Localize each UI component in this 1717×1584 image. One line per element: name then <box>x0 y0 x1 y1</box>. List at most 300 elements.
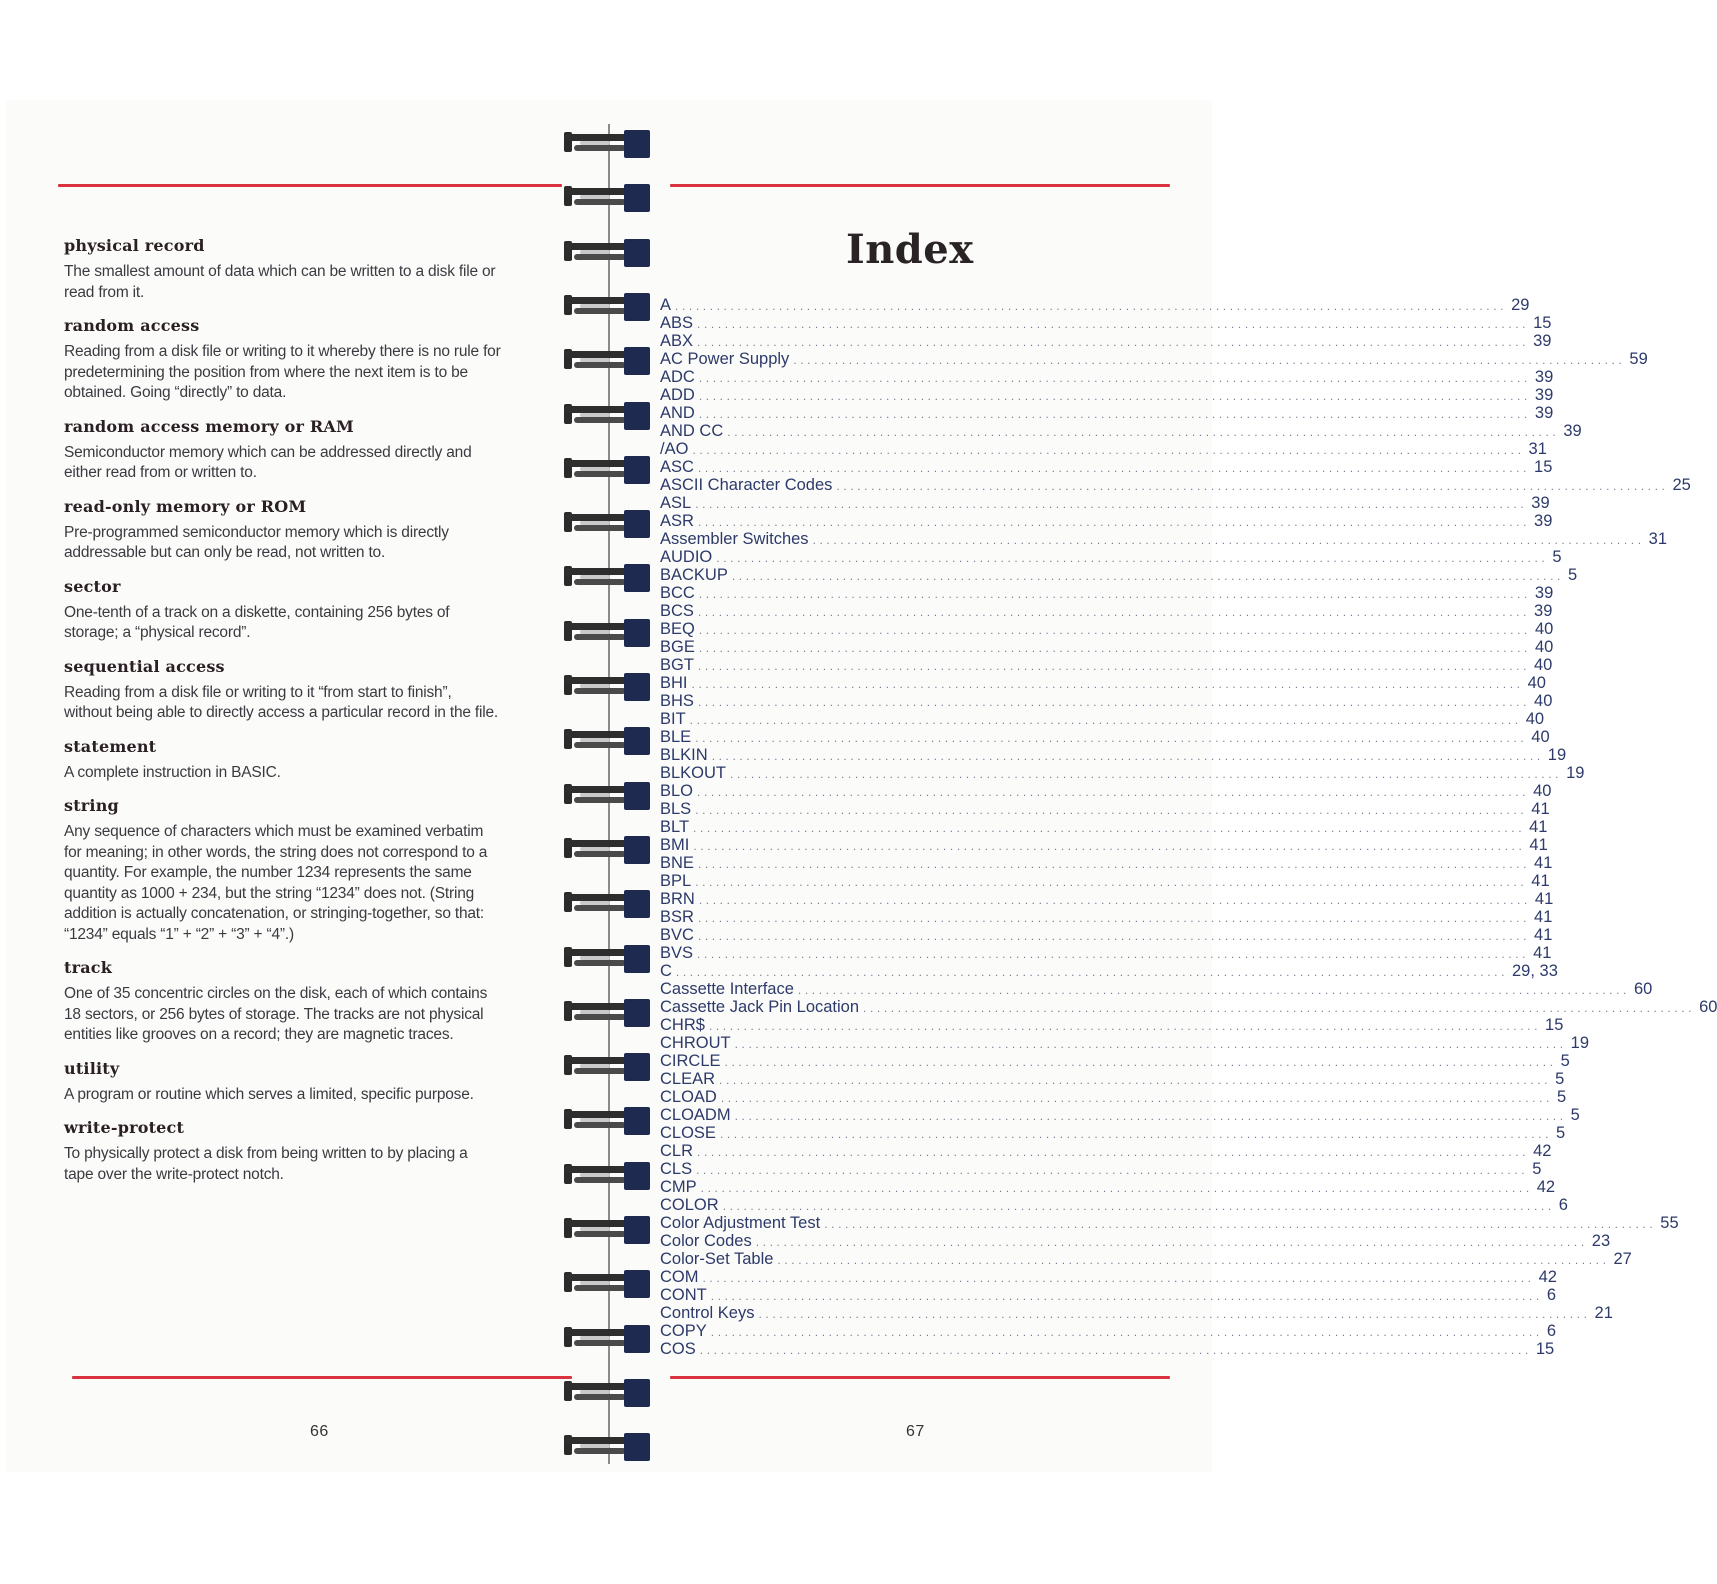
binding-ring <box>564 291 650 321</box>
index-term: BLO <box>660 782 694 800</box>
index-page-numbers: 42 <box>1538 1268 1557 1286</box>
index-term: COM <box>660 1268 699 1286</box>
index-entry <box>660 782 1552 800</box>
index-entry <box>660 314 1552 332</box>
index-term: Color Codes <box>660 1232 752 1250</box>
index-leader-dots: ........................................................................................................................ <box>697 911 1531 925</box>
index-leader-dots: ........................................................................................................................ <box>719 1073 1552 1087</box>
index-page-numbers: 15 <box>1534 458 1553 476</box>
index-page-numbers: 40 <box>1534 620 1554 638</box>
index-list <box>660 296 1717 1358</box>
index-page-numbers: 41 <box>1531 872 1550 890</box>
index-term: ASR <box>660 512 694 530</box>
index-term: CLOSE <box>660 1124 716 1142</box>
index-leader-dots: ........................................................................................................................ <box>710 1289 1543 1303</box>
index-page-numbers: 39 <box>1534 404 1554 422</box>
index-entry <box>660 620 1554 638</box>
index-term: ASC <box>660 458 694 476</box>
binding-ring <box>564 997 650 1027</box>
index-entry <box>660 1304 1613 1322</box>
glossary-definition: Reading from a disk file or writing to it “from start to finish”, without being able to directly access a particular record in the file. <box>64 683 499 721</box>
binding-ring <box>564 671 650 701</box>
index-term: Color-Set Table <box>660 1250 774 1268</box>
binding-ring <box>564 182 650 212</box>
index-page-numbers: 39 <box>1533 332 1552 350</box>
index-term: AND <box>660 404 695 422</box>
index-page-numbers: 40 <box>1534 656 1553 674</box>
index-term: AUDIO <box>660 548 713 566</box>
binding-ring <box>564 780 650 810</box>
index-term: CHR$ <box>660 1016 705 1034</box>
index-page-numbers: 39 <box>1534 602 1553 620</box>
glossary-definition: The smallest amount of data which can be written to a disk file or read from it. <box>64 263 496 301</box>
glossary-term: sector <box>64 576 121 596</box>
glossary-definition: A program or routine which serves a limited, specific purpose. <box>64 1085 474 1103</box>
index-leader-dots: ........................................................................................................................ <box>697 947 1530 961</box>
index-term: ABX <box>660 332 694 350</box>
index-page-numbers: 60 <box>1633 980 1653 998</box>
left-page-number: 66 <box>310 1423 329 1440</box>
index-leader-dots: ........................................................................................................................ <box>797 983 1630 997</box>
index-leader-dots: ........................................................................................................................ <box>863 1001 1696 1015</box>
binding-ring <box>564 400 650 430</box>
index-entry <box>660 746 1567 764</box>
index-term: BVC <box>660 926 694 944</box>
index-leader-dots: ........................................................................................................................ <box>724 1055 1557 1069</box>
index-leader-dots: ........................................................................................................................ <box>720 1091 1553 1105</box>
binding-ring <box>564 1105 650 1135</box>
index-term: Color Adjustment Test <box>660 1214 821 1232</box>
index-leader-dots: ........................................................................................................................ <box>812 533 1645 547</box>
index-leader-dots: ........................................................................................................................ <box>699 1343 1532 1357</box>
binding-ring <box>564 617 650 647</box>
index-term: ADD <box>660 386 695 404</box>
index-term: BMI <box>660 836 690 854</box>
binding-ring <box>564 943 650 973</box>
binding-ring <box>564 1160 650 1190</box>
index-entry <box>660 1124 1566 1142</box>
index-entry <box>660 656 1553 674</box>
index-entry <box>660 1322 1557 1340</box>
index-leader-dots: ........................................................................................................................ <box>675 965 1508 979</box>
index-term: CLR <box>660 1142 694 1160</box>
index-title: Index <box>846 226 974 273</box>
index-term: BEQ <box>660 620 695 638</box>
index-leader-dots: ........................................................................................................................ <box>698 893 1531 907</box>
index-entry <box>660 1250 1632 1268</box>
index-leader-dots: ........................................................................................................................ <box>734 1037 1567 1051</box>
index-term: COLOR <box>660 1196 719 1214</box>
index-leader-dots: ........................................................................................................................ <box>716 551 1549 565</box>
glossary-definition: Reading from a disk file or writing to it whereby there is no rule for predetermining the position from where the next item is to be obtained. Going “directly” to data. <box>64 343 501 401</box>
index-page-numbers: 21 <box>1594 1304 1613 1322</box>
index-term: CONT <box>660 1286 707 1304</box>
index-entry <box>660 1340 1555 1358</box>
index-page-numbers: 29, 33 <box>1512 962 1558 980</box>
index-page-numbers: 25 <box>1672 476 1691 494</box>
index-term: BSR <box>660 908 694 926</box>
index-page-numbers: 5 <box>1556 1088 1567 1106</box>
index-entry <box>660 476 1691 494</box>
glossary-term: sequential access <box>64 656 225 676</box>
index-entry <box>660 1286 1557 1304</box>
index-entry <box>660 566 1578 584</box>
index-entry <box>660 854 1553 872</box>
glossary-entry <box>64 958 570 1046</box>
index-page-numbers: 41 <box>1534 854 1553 872</box>
glossary-entry <box>64 577 570 644</box>
glossary-term: utility <box>64 1058 120 1078</box>
index-leader-dots: ........................................................................................................................ <box>697 1145 1530 1159</box>
glossary-list <box>64 236 570 1198</box>
glossary-definition: One of 35 concentric circles on the disk, each of which contains 18 sectors, or 256 bytes of storage. The tracks are not physical entities like grooves on a record; they are magnetic traces. <box>64 985 488 1043</box>
index-leader-dots: ........................................................................................................................ <box>731 569 1564 583</box>
index-page-numbers: 15 <box>1533 314 1552 332</box>
binding-ring <box>564 237 650 267</box>
index-leader-dots: ........................................................................................................................ <box>722 1199 1555 1213</box>
index-leader-dots: ........................................................................................................................ <box>697 335 1530 349</box>
index-term: BNE <box>660 854 694 872</box>
index-entry <box>660 836 1548 854</box>
index-entry <box>660 638 1554 656</box>
index-page-numbers: 39 <box>1534 368 1554 386</box>
index-entry <box>660 674 1546 692</box>
index-page-numbers: 5 <box>1555 1070 1565 1088</box>
right-top-rule <box>670 184 1170 187</box>
glossary-term: track <box>64 958 113 977</box>
index-page-numbers: 40 <box>1534 692 1553 710</box>
right-bottom-rule <box>670 1376 1170 1379</box>
index-leader-dots: ........................................................................................................................ <box>695 875 1528 889</box>
index-leader-dots: ........................................................................................................................ <box>697 785 1530 799</box>
index-term: Control Keys <box>660 1304 755 1322</box>
index-page-numbers: 41 <box>1531 800 1550 818</box>
glossary-definition: One-tenth of a track on a diskette, containing 256 bytes of storage; a “physical record”. <box>64 603 450 641</box>
index-entry <box>660 1052 1570 1070</box>
index-leader-dots: ........................................................................................................................ <box>710 1325 1543 1339</box>
index-leader-dots: ........................................................................................................................ <box>697 515 1531 529</box>
index-page-numbers: 41 <box>1533 944 1552 962</box>
index-entry <box>660 944 1552 962</box>
left-bottom-rule <box>72 1376 572 1379</box>
index-page-numbers: 55 <box>1660 1214 1679 1232</box>
index-leader-dots: ........................................................................................................................ <box>698 587 1531 601</box>
index-page-numbers: 15 <box>1535 1340 1555 1358</box>
index-page-numbers: 5 <box>1552 548 1562 566</box>
index-page-numbers: 5 <box>1556 1124 1566 1142</box>
glossary-entry <box>64 657 570 724</box>
index-page-numbers: 39 <box>1534 386 1554 404</box>
index-entry <box>660 296 1530 314</box>
index-leader-dots: ........................................................................................................................ <box>824 1217 1657 1231</box>
index-term: BCS <box>660 602 694 620</box>
index-term: BGE <box>660 638 695 656</box>
index-leader-dots: ........................................................................................................................ <box>730 767 1563 781</box>
index-term: Assembler Switches <box>660 530 809 548</box>
index-leader-dots: ........................................................................................................................ <box>755 1235 1588 1249</box>
index-page-numbers: 39 <box>1534 584 1554 602</box>
index-term: BLKIN <box>660 746 708 764</box>
index-leader-dots: ........................................................................................................................ <box>695 731 1528 745</box>
index-entry <box>660 980 1653 998</box>
glossary-term: random access memory or RAM <box>64 416 354 436</box>
index-entry <box>660 998 1717 1016</box>
index-page-numbers: 41 <box>1529 818 1548 836</box>
index-page-numbers: 5 <box>1560 1052 1570 1070</box>
index-entry <box>660 1088 1567 1106</box>
binding-ring <box>564 128 650 158</box>
binding-ring <box>564 562 650 592</box>
index-term: BLS <box>660 800 692 818</box>
glossary-definition: To physically protect a disk from being written to by placing a tape over the write-protect notch. <box>64 1145 468 1183</box>
index-term: BGT <box>660 656 694 674</box>
index-page-numbers: 40 <box>1533 782 1552 800</box>
right-page-number: 67 <box>906 1423 925 1440</box>
glossary-entry <box>64 796 570 945</box>
index-leader-dots: ........................................................................................................................ <box>698 641 1531 655</box>
index-term: CHROUT <box>660 1034 731 1052</box>
glossary-definition: A complete instruction in BASIC. <box>64 763 281 781</box>
index-term: BLKOUT <box>660 764 727 782</box>
index-page-numbers: 39 <box>1534 512 1553 530</box>
index-term: ASL <box>660 494 692 512</box>
index-entry <box>660 440 1547 458</box>
index-leader-dots: ........................................................................................................................ <box>697 605 1531 619</box>
glossary-term: physical record <box>64 236 205 255</box>
index-entry <box>660 1034 1590 1052</box>
index-entry <box>660 692 1553 710</box>
binding-ring <box>564 1051 650 1081</box>
glossary-entry <box>64 497 570 564</box>
index-entry <box>660 368 1554 386</box>
index-term: BHS <box>660 692 694 710</box>
index-entry <box>660 332 1552 350</box>
index-entry <box>660 1106 1580 1124</box>
index-page-numbers: 41 <box>1529 836 1548 854</box>
index-leader-dots: ........................................................................................................................ <box>777 1253 1610 1267</box>
index-page-numbers: 42 <box>1536 1178 1556 1196</box>
glossary-definition: Any sequence of characters which must be examined verbatim for meaning; in other words, the string does not correspond to a quantity. For example, the number 1234 represents the same quantity as 1000 + 234, but the string “1234” does not. (String addition is actually concatenation, or stringing-together, so that: “1234” equals “1” + “2” + “3” + “4”.) <box>64 823 488 943</box>
left-top-rule <box>58 184 562 187</box>
index-term: BCC <box>660 584 695 602</box>
index-leader-dots: ........................................................................................................................ <box>689 713 1522 727</box>
index-entry <box>660 494 1550 512</box>
index-entry <box>660 458 1553 476</box>
index-entry <box>660 1160 1542 1178</box>
glossary-entry <box>64 1118 570 1185</box>
binding-ring <box>564 888 650 918</box>
index-page-numbers: 41 <box>1534 908 1553 926</box>
index-term: ABS <box>660 314 694 332</box>
index-page-numbers: 23 <box>1591 1232 1611 1250</box>
index-page-numbers: 59 <box>1629 350 1648 368</box>
glossary-term: statement <box>64 736 157 756</box>
index-term: CLEAR <box>660 1070 716 1088</box>
index-entry <box>660 350 1648 368</box>
index-page-numbers: 29 <box>1511 296 1530 314</box>
index-page-numbers: 27 <box>1613 1250 1632 1268</box>
index-leader-dots: ........................................................................................................................ <box>698 623 1531 637</box>
binding-ring <box>564 345 650 375</box>
index-term: COS <box>660 1340 696 1358</box>
index-term: BRN <box>660 890 695 908</box>
index-entry <box>660 386 1554 404</box>
index-leader-dots: ........................................................................................................................ <box>696 1163 1529 1177</box>
glossary-term: random access <box>64 316 200 335</box>
index-term: BACKUP <box>660 566 728 584</box>
binding-ring <box>564 725 650 755</box>
index-entry <box>660 1268 1557 1286</box>
binding-ring <box>564 1377 650 1407</box>
index-entry <box>660 1232 1611 1250</box>
glossary-definition: Semiconductor memory which can be addressed directly and either read from or written to. <box>64 443 472 481</box>
glossary-term: string <box>64 796 119 815</box>
index-entry <box>660 602 1553 620</box>
index-page-numbers: 41 <box>1534 890 1554 908</box>
index-term: BLE <box>660 728 692 746</box>
index-entry <box>660 548 1562 566</box>
index-leader-dots: ........................................................................................................................ <box>695 497 1528 511</box>
index-term: C <box>660 962 672 980</box>
index-entry <box>660 530 1667 548</box>
index-leader-dots: ........................................................................................................................ <box>691 677 1524 691</box>
index-page-numbers: 5 <box>1570 1106 1580 1124</box>
index-term: BIT <box>660 710 686 728</box>
index-leader-dots: ........................................................................................................................ <box>697 857 1531 871</box>
index-page-numbers: 31 <box>1528 440 1547 458</box>
index-leader-dots: ........................................................................................................................ <box>693 821 1526 835</box>
index-leader-dots: ........................................................................................................................ <box>719 1127 1553 1141</box>
index-leader-dots: ........................................................................................................................ <box>708 1019 1542 1033</box>
index-leader-dots: ........................................................................................................................ <box>697 317 1530 331</box>
index-term: Cassette Interface <box>660 980 794 998</box>
index-leader-dots: ........................................................................................................................ <box>697 929 1531 943</box>
index-term: Cassette Jack Pin Location <box>660 998 860 1016</box>
index-page-numbers: 15 <box>1545 1016 1564 1034</box>
index-page-numbers: 40 <box>1534 638 1554 656</box>
index-leader-dots: ........................................................................................................................ <box>698 407 1531 421</box>
index-term: CIRCLE <box>660 1052 721 1070</box>
index-entry <box>660 728 1550 746</box>
glossary-entry <box>64 236 570 303</box>
index-entry <box>660 890 1554 908</box>
index-entry <box>660 800 1550 818</box>
index-term: CMP <box>660 1178 697 1196</box>
index-entry <box>660 926 1553 944</box>
index-entry <box>660 764 1585 782</box>
binding-ring <box>564 1268 650 1298</box>
index-leader-dots: ........................................................................................................................ <box>695 803 1528 817</box>
index-leader-dots: ........................................................................................................................ <box>702 1271 1535 1285</box>
index-leader-dots: ........................................................................................................................ <box>793 353 1626 367</box>
index-term: BHI <box>660 674 688 692</box>
index-page-numbers: 42 <box>1533 1142 1552 1160</box>
index-entry <box>660 1214 1679 1232</box>
index-page-numbers: 40 <box>1525 710 1545 728</box>
spiral-binding <box>556 124 656 1484</box>
index-term: BPL <box>660 872 692 890</box>
index-term: A <box>660 296 672 314</box>
glossary-term: write-protect <box>64 1118 185 1137</box>
index-page-numbers: 40 <box>1527 674 1546 692</box>
glossary-entry <box>64 316 570 404</box>
index-page-numbers: 19 <box>1547 746 1567 764</box>
index-leader-dots: ........................................................................................................................ <box>700 1181 1533 1195</box>
index-page-numbers: 41 <box>1534 926 1553 944</box>
index-leader-dots: ........................................................................................................................ <box>693 839 1526 853</box>
index-term: ASCII Character Codes <box>660 476 833 494</box>
glossary-definition: Pre-programmed semiconductor memory which is directly addressable but can only be read, not written to. <box>64 523 449 561</box>
index-term: CLOAD <box>660 1088 717 1106</box>
index-entry <box>660 1016 1564 1034</box>
binding-ring <box>564 1214 650 1244</box>
index-term: AND CC <box>660 422 724 440</box>
binding-ring <box>564 1323 650 1353</box>
index-term: BVS <box>660 944 694 962</box>
index-leader-dots: ........................................................................................................................ <box>836 479 1669 493</box>
index-leader-dots: ........................................................................................................................ <box>697 695 1531 709</box>
index-entry <box>660 404 1554 422</box>
index-leader-dots: ........................................................................................................................ <box>697 659 1530 673</box>
index-page-numbers: 40 <box>1531 728 1550 746</box>
index-leader-dots: ........................................................................................................................ <box>727 425 1560 439</box>
index-term: ADC <box>660 368 695 386</box>
index-page-numbers: 6 <box>1546 1322 1557 1340</box>
index-leader-dots: ........................................................................................................................ <box>675 299 1508 313</box>
index-leader-dots: ........................................................................................................................ <box>698 389 1531 403</box>
index-leader-dots: ........................................................................................................................ <box>692 443 1525 457</box>
index-entry <box>660 908 1553 926</box>
index-page-numbers: 19 <box>1566 764 1585 782</box>
index-entry <box>660 872 1550 890</box>
index-entry <box>660 962 1558 980</box>
index-page-numbers: 5 <box>1532 1160 1542 1178</box>
index-page-numbers: 6 <box>1546 1286 1557 1304</box>
index-leader-dots: ........................................................................................................................ <box>697 461 1531 475</box>
index-page-numbers: 39 <box>1563 422 1582 440</box>
index-leader-dots: ........................................................................................................................ <box>758 1307 1591 1321</box>
index-page-numbers: 39 <box>1531 494 1550 512</box>
index-entry <box>660 584 1554 602</box>
index-page-numbers: 31 <box>1648 530 1667 548</box>
index-term: /AO <box>660 440 689 458</box>
index-term: COPY <box>660 1322 707 1340</box>
index-page-numbers: 5 <box>1567 566 1578 584</box>
index-entry <box>660 422 1582 440</box>
glossary-entry <box>64 1059 570 1106</box>
index-entry <box>660 1178 1556 1196</box>
binding-ring <box>564 1431 650 1461</box>
index-entry <box>660 1196 1568 1214</box>
binding-ring <box>564 508 650 538</box>
index-leader-dots: ........................................................................................................................ <box>711 749 1544 763</box>
index-page-numbers: 60 <box>1699 998 1717 1016</box>
index-term: AC Power Supply <box>660 350 790 368</box>
index-term: BLT <box>660 818 690 836</box>
glossary-entry <box>64 737 570 784</box>
index-page-numbers: 6 <box>1558 1196 1568 1214</box>
index-term: CLOADM <box>660 1106 731 1124</box>
index-entry <box>660 818 1548 836</box>
index-leader-dots: ........................................................................................................................ <box>698 371 1531 385</box>
binding-ring <box>564 834 650 864</box>
binding-ring <box>564 454 650 484</box>
index-entry <box>660 710 1545 728</box>
index-page-numbers: 19 <box>1570 1034 1590 1052</box>
index-leader-dots: ........................................................................................................................ <box>734 1109 1567 1123</box>
index-term: CLS <box>660 1160 693 1178</box>
glossary-term: read-only memory or ROM <box>64 496 307 516</box>
